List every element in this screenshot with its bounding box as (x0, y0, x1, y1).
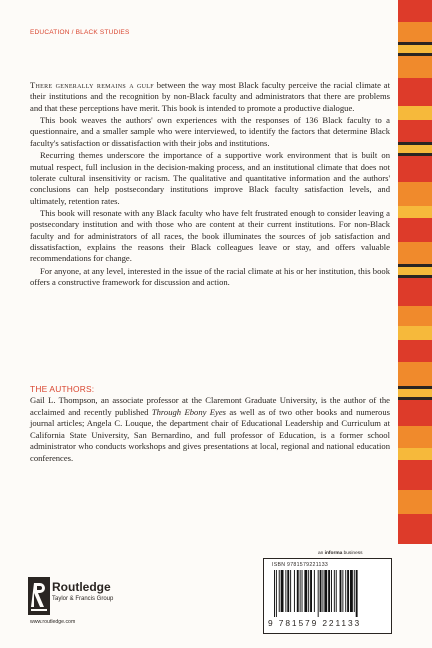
stripe-band (398, 242, 432, 264)
publisher-group: Taylor & Francis Group (52, 596, 114, 602)
bio-text: Gail L. Thompson, an associate professor at the Claremont Graduate University, is the author of the acclaimed and recently published (30, 395, 390, 417)
description-paragraph: Recurring themes underscore the importance of a supportive work environment that is built on mutual respect, full inclusion in the decision-making process, and an institutional climate that does not tolerate cultural insensitivity or racism. The qualitative and quantitative information and the authors' conclusions can help postsecondary institutions improve Black faculty satisfaction levels, and ultimately, retention rates. (30, 150, 390, 206)
authors-heading: THE AUTHORS: (30, 384, 95, 394)
stripe-band (398, 0, 432, 22)
stripe-band (398, 306, 432, 326)
stripe-band (398, 326, 432, 340)
stripe-band (398, 182, 432, 206)
stripe-band (398, 56, 432, 78)
stripe-band (398, 514, 432, 544)
stripe-band (398, 145, 432, 153)
informa-business-label (318, 551, 363, 556)
publisher-block (28, 577, 148, 627)
informa-prefix: an (318, 551, 325, 556)
stripe-band (398, 206, 432, 218)
description-paragraph (30, 80, 390, 114)
stripe-band (398, 267, 432, 275)
description-paragraph: This book will resonate with any Black faculty who have felt frustrated enough to consider leaving a postsecondary institution and with those who are content at their current institutions. For non-Black faculty and for administrators of all races, the book illuminates the sources of job satisfaction and dissatisfaction, explains the reasons their Black colleagues leave or stay, and offers valuable recommendations for change. (30, 208, 390, 264)
stripe-band (398, 490, 432, 514)
barcode-number: 9 781579 221133 (268, 618, 362, 628)
decorative-stripe (398, 0, 432, 648)
informa-brand: informa (324, 551, 343, 556)
stripe-band (398, 120, 432, 142)
book-description (30, 80, 390, 289)
stripe-band (398, 156, 432, 182)
stripe-band (398, 460, 432, 490)
stripe-band (398, 218, 432, 242)
stripe-band (398, 340, 432, 362)
description-paragraph: This book weaves the authors' own experiences with the responses of 136 Black faculty to a questionnaire, and a smaller sample who were interviewed, to identify the factors that determine Black faculty's satisfaction or dissatisfaction with their jobs and institutions. (30, 115, 390, 148)
stripe-band (398, 22, 432, 42)
stripe-band (398, 389, 432, 397)
bio-text: as well as of two other books and numerous journal articles; Angela C. Louque, the department chair of Educational Leadership and Curriculum at California State University, San Bernardino, and full professor of Education, is a former school administrator who conducts workshops and gives presentations at local, regional and national education conferences. (30, 406, 390, 463)
category-label: EDUCATION / BLACK STUDIES (30, 29, 130, 36)
stripe-band (398, 106, 432, 120)
stripe-band (398, 78, 432, 106)
isbn-label: ISBN 9781579221133 (272, 562, 329, 568)
stripe-band (398, 448, 432, 460)
stripe-band (398, 400, 432, 426)
stripe-band (398, 426, 432, 448)
paragraph-text: between the way most Black faculty perceive the racial climate at their institutions and the recognition by non-Black faculty and administrators that there are problems and that these perceptions have merit. This book is intended to promote a productive dialogue. (30, 80, 391, 113)
barcode-icon (272, 570, 383, 617)
lead-in-smallcaps: There generally remains a gulf (30, 80, 154, 90)
description-paragraph: For anyone, at any level, interested in the issue of the racial climate at his or her institution, this book offers a constructive framework for discussion and action. (30, 265, 390, 288)
stripe-band (398, 45, 432, 53)
informa-suffix: business (342, 551, 363, 556)
authors-paragraph (30, 395, 390, 465)
publisher-url[interactable]: www.routledge.com (30, 619, 76, 625)
stripe-band (398, 362, 432, 386)
publisher-name: Routledge (52, 580, 111, 594)
authors-bio (30, 395, 390, 465)
routledge-logo-icon (28, 577, 50, 615)
book-title: Through Ebony Eyes (151, 406, 227, 417)
barcode-box (263, 558, 392, 634)
stripe-band (398, 278, 432, 306)
